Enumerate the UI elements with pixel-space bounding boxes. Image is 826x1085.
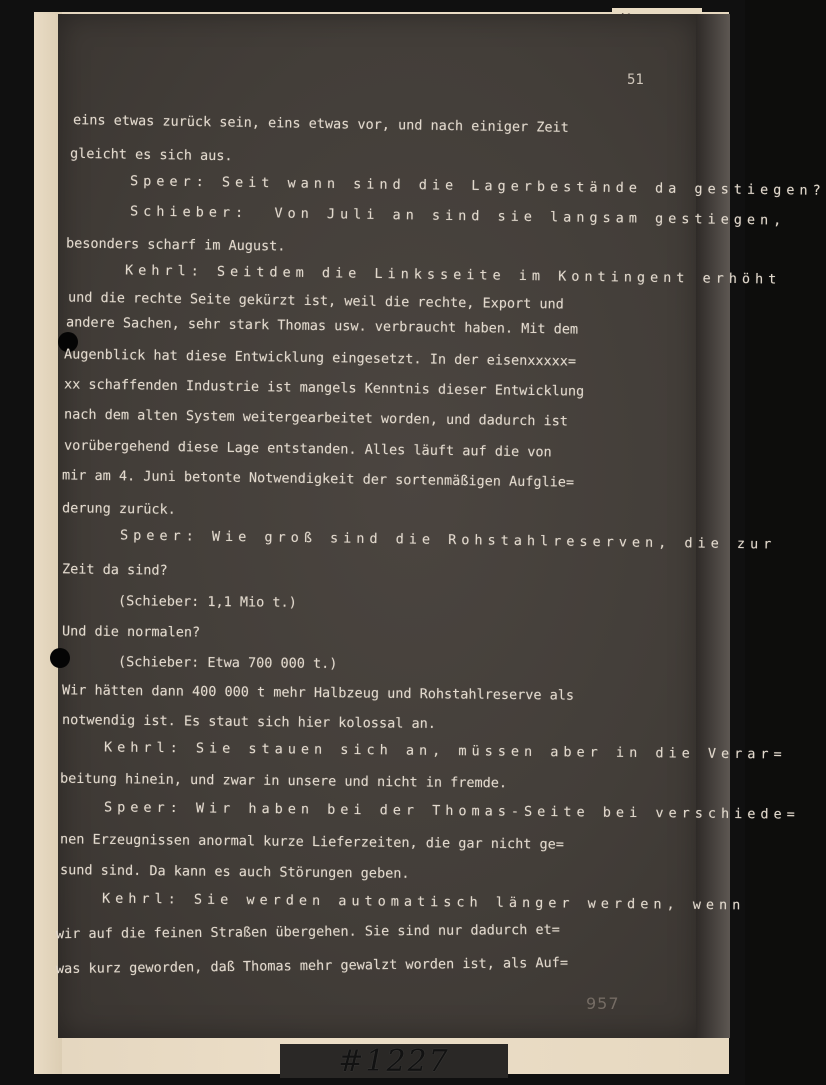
archive-label-text: #1227 [338,1043,450,1079]
speaker-line: Speer: Wie groß sind die Rohstahlreserven, die zur [119,527,777,553]
text-line: derung zurück. [61,500,176,518]
speaker-line: Schieber: Von Juli an sind sie langsam gestiegen, [129,203,787,229]
text-line: nen Erzeugnissen anormal kurze Lieferzeiten, die gar nicht ge= [59,831,564,853]
text-line: Zeit da sind? [61,561,168,579]
speaker-line: Kehrl: Seitdem die Linksseite im Kontingent erhöht [124,262,782,288]
page-number: 51 [627,72,644,88]
text-line: xx schaffenden Industrie ist mangels Kenntnis dieser Entwicklung [63,376,585,400]
speaker-line: Kehrl: Sie werden automatisch länger werden, wenn [101,890,746,914]
text-line: Wir hätten dann 400 000 t mehr Halbzeug und Rohstahlreserve als [61,682,575,704]
speaker-line: Kehrl: Sie stauen sich an, müssen aber in die Verar= [103,739,787,763]
speaker-line: Speer: Seit wann sind die Lagerbestände da gestiegen? [129,173,826,199]
document-number: 957 [586,994,620,1013]
text-line: (Schieber: 1,1 Mio t.) [117,593,297,611]
text-line: was kurz geworden, daß Thomas mehr gewalzt worden ist, als Auf= [55,954,569,978]
text-line: eins etwas zurück sein, eins etwas vor, und nach einiger Zeit [72,112,569,136]
text-line: und die rechte Seite gekürzt ist, weil die rechte, Export und [67,289,564,313]
speaker-line: Speer: Wir haben bei der Thomas-Seite bei verschiede= [103,799,800,823]
text-line: notwendig ist. Es staut sich hier kolossal an. [61,712,436,732]
text-line: (Schieber: Etwa 700 000 t.) [117,654,338,672]
text-line: gleicht es sich aus. [69,145,233,165]
text-line: vorübergehend diese Lage entstanden. Alles läuft auf die von [63,437,552,461]
text-line: andere Sachen, sehr stark Thomas usw. verbraucht haben. Mit dem [65,314,579,338]
text-line: mir am 4. Juni betonte Notwendigkeit der sortenmäßigen Aufglie= [61,467,575,491]
text-line: Augenblick hat diese Entwicklung eingesetzt. In der eisenxxxxx= [63,346,577,370]
text-line: nach dem alten System weitergearbeitet worden, und dadurch ist [63,406,569,430]
text-line: beitung hinein, und zwar in unsere und nicht in fremde. [59,770,508,792]
archive-label [280,1044,508,1078]
text-line: besonders scharf im August. [65,235,286,255]
text-line: Und die normalen? [61,623,201,641]
text-line: wir auf die feinen Straßen übergehen. Sie sind nur dadurch et= [55,921,560,943]
text-line: sund sind. Da kann es auch Störungen geben. [59,862,410,882]
